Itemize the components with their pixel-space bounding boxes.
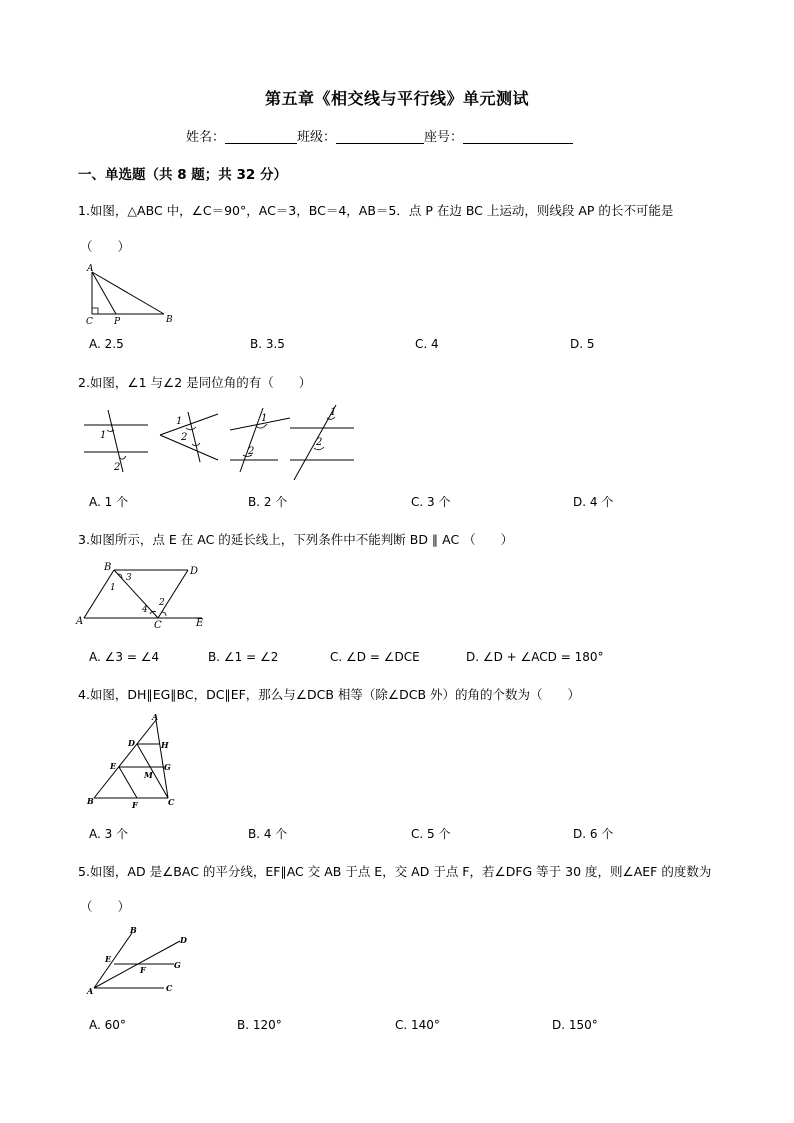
question-1-answer-paren: （ ） [80, 239, 131, 254]
fig3-label-1: 1 [110, 583, 116, 593]
q2-subfigure-3 [230, 408, 290, 472]
question-2-figure [78, 400, 368, 484]
q2-fig2-label-2: 2 [181, 432, 188, 443]
class-blank[interactable] [336, 129, 424, 144]
q2-fig1-label-2: 2 [114, 462, 121, 473]
fig5-label-e: E [105, 954, 112, 964]
fig3-label-4: 4 [142, 605, 148, 615]
question-5-answer-paren: （ ） [80, 899, 131, 914]
q2-fig3-label-2: 2 [248, 446, 255, 457]
question-2-option-c[interactable]: C. 3 个 [411, 495, 451, 509]
question-4-figure [84, 712, 184, 812]
q2-fig4-label-1: 1 [330, 407, 337, 418]
fig5-label-a: A [87, 986, 94, 996]
fig5-label-g: G [174, 960, 181, 970]
q2-fig4-label-2: 2 [316, 437, 323, 448]
question-4-option-a[interactable]: A. 3 个 [89, 827, 129, 841]
q2-fig2-label-1: 1 [176, 416, 183, 427]
question-2-text: 2.如图，∠1 与∠2 是同位角的有（ ） [78, 375, 312, 390]
fig4-label-g: G [164, 762, 171, 772]
q2-fig3-label-1: 1 [261, 413, 268, 424]
question-4-text: 4.如图，DH∥EG∥BC，DC∥EF，那么与∠DCB 相等（除∠DCB 外）的角的个数为（ ） [78, 687, 581, 702]
fig1-label-p: P [114, 317, 121, 327]
section-heading: 一、单选题（共 8 题；共 32 分） [78, 167, 287, 183]
q2-subfigure-4 [290, 405, 354, 480]
question-4-option-b[interactable]: B. 4 个 [248, 827, 288, 841]
fig3-label-2: 2 [159, 598, 165, 608]
name-label: 姓名： [186, 130, 226, 145]
question-3-option-c[interactable]: C. ∠D = ∠DCE [330, 650, 420, 664]
q2-subfigure-2 [160, 412, 218, 462]
question-1-option-c[interactable]: C. 4 [415, 337, 439, 351]
fig4-label-f: F [132, 800, 138, 810]
question-5-option-c[interactable]: C. 140° [395, 1018, 440, 1032]
question-2-option-b[interactable]: B. 2 个 [248, 495, 288, 509]
fig1-label-c: C [86, 317, 93, 327]
name-blank[interactable] [225, 129, 297, 144]
question-5-text: 5.如图，AD 是∠BAC 的平分线，EF∥AC 交 AB 于点 E，交 AD 于点 F，若∠DFG 等于 30 度，则∠AEF 的度数为 [78, 864, 712, 879]
question-1-option-a[interactable]: A. 2.5 [89, 337, 124, 351]
fig3-label-3: 3 [126, 573, 132, 583]
question-3-text: 3.如图所示，点 E 在 AC 的延长线上，下列条件中不能判断 BD ∥ AC （ ） [78, 532, 514, 547]
question-1-option-b[interactable]: B. 3.5 [250, 337, 285, 351]
fig3-label-a: A [76, 616, 84, 627]
q2-subfigure-1 [84, 410, 148, 473]
question-3-option-b[interactable]: B. ∠1 = ∠2 [208, 650, 279, 664]
student-info-line [186, 126, 573, 145]
question-1-option-d[interactable]: D. 5 [570, 337, 595, 351]
question-3-option-d[interactable]: D. ∠D + ∠ACD = 180° [466, 650, 604, 664]
fig4-label-c: C [168, 797, 175, 807]
question-5-option-b[interactable]: B. 120° [237, 1018, 282, 1032]
fig4-label-e: E [110, 761, 117, 771]
fig5-label-c: C [166, 983, 173, 993]
fig5-label-b: B [130, 925, 137, 935]
fig1-label-a: A [87, 264, 94, 274]
seat-label: 座号： [424, 130, 464, 145]
fig5-label-f: F [140, 965, 146, 975]
fig5-label-d: D [180, 935, 187, 945]
question-3-option-a[interactable]: A. ∠3 = ∠4 [89, 650, 160, 664]
question-1-figure [82, 262, 182, 328]
fig1-label-b: B [166, 315, 173, 325]
fig4-label-b: B [87, 796, 94, 806]
fig4-label-m: M [144, 770, 153, 780]
seat-blank[interactable] [463, 129, 573, 144]
question-2-option-a[interactable]: A. 1 个 [89, 495, 129, 509]
question-5-option-d[interactable]: D. 150° [552, 1018, 598, 1032]
fig3-label-d: D [190, 566, 199, 577]
page-title: 第五章《相交线与平行线》单元测试 [264, 89, 529, 108]
class-label: 班级： [297, 130, 337, 145]
fig4-label-a: A [152, 712, 159, 722]
question-5-figure [84, 925, 194, 997]
question-4-option-c[interactable]: C. 5 个 [411, 827, 451, 841]
question-3-figure [72, 558, 212, 630]
fig3-label-e: E [196, 618, 204, 629]
question-5-option-a[interactable]: A. 60° [89, 1018, 126, 1032]
q2-fig1-label-1: 1 [100, 430, 107, 441]
question-4-option-d[interactable]: D. 6 个 [573, 827, 614, 841]
fig4-label-h: H [161, 740, 169, 750]
question-1-text: 1.如图，△ABC 中，∠C＝90°，AC＝3，BC＝4，AB＝5．点 P 在边 BC 上运动，则线段 AP 的长不可能是 [78, 203, 674, 218]
fig3-label-b: B [104, 562, 112, 573]
fig3-label-c: C [154, 620, 162, 630]
question-2-option-d[interactable]: D. 4 个 [573, 495, 614, 509]
fig4-label-d: D [128, 738, 135, 748]
